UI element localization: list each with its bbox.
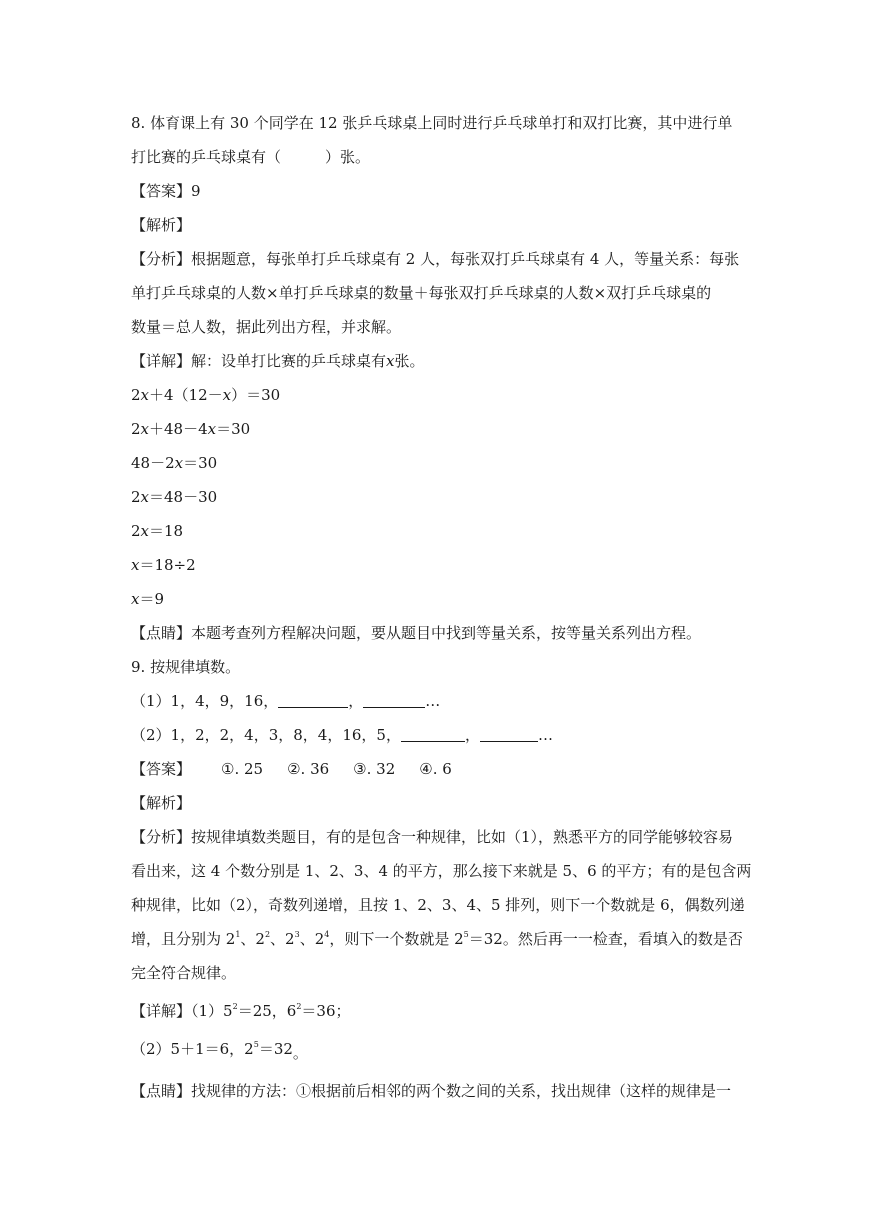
equation-line xyxy=(131,521,183,541)
variable-x: x xyxy=(140,488,150,506)
q8-dianjing: 【点睛】本题考查列方程解决问题，要从题目中找到等量关系，按等量关系列出方程。 xyxy=(131,624,702,642)
q9-analysis-line1: 【分析】按规律填数类题目，有的是包含一种规律，比如（1），熟悉平方的同学能够较容易 xyxy=(131,828,734,846)
q8-answer: 【答案】9 xyxy=(131,182,201,200)
q9-sub2-text: （2）1，2，2，4，3，8，4，16，5， xyxy=(131,726,401,744)
equation-line xyxy=(131,589,164,609)
equation-line xyxy=(131,419,250,439)
q8-question-line2 xyxy=(131,147,370,167)
variable-x: x xyxy=(140,386,150,404)
q8-detail-text: 【详解】解：设单打比赛的乒乓球桌有 xyxy=(131,352,387,370)
text: ＝25，6 xyxy=(237,1002,297,1020)
text: 。 xyxy=(292,1044,308,1062)
eq-part: ＋4（12－ xyxy=(149,386,223,404)
q9-title: 9. 按规律填数。 xyxy=(131,658,241,676)
answer-item: ④. 6 xyxy=(419,760,452,778)
variable-x: x xyxy=(131,556,140,574)
exponent: 4 xyxy=(324,930,330,939)
eq-part: 2 xyxy=(131,522,141,540)
q8-question-line1: 8. 体育课上有 30 个同学在 12 张乒乓球桌上同时进行乒乓球单打和双打比赛，其中进行单 xyxy=(131,114,733,132)
q9-sub2-sep: ， xyxy=(464,726,480,744)
equation-line xyxy=(131,487,217,507)
text: 、2 xyxy=(299,930,325,948)
eq-part: 2 xyxy=(131,420,141,438)
text: 、2 xyxy=(240,930,265,948)
eq-part: 48－2 xyxy=(131,454,175,472)
fill-blank xyxy=(278,693,348,708)
exponent: 1 xyxy=(235,930,241,939)
text: 、2 xyxy=(270,930,295,948)
eq-part: ＋48－4 xyxy=(149,420,208,438)
variable-x: x xyxy=(140,522,150,540)
exponent: 2 xyxy=(232,1002,238,1011)
q8-question-text: 打比赛的乒乓球桌有（ xyxy=(131,148,282,166)
eq-part: ＝18 xyxy=(149,522,184,540)
eq-part: 2 xyxy=(131,488,141,506)
q8-detail-end: 张。 xyxy=(394,352,425,370)
equation-line xyxy=(131,555,196,575)
q9-sub1-end: … xyxy=(425,692,441,710)
text: 【详解】（1）5 xyxy=(131,1002,233,1020)
q8-analysis-line3: 数量＝总人数，据此列出方程，并求解。 xyxy=(131,318,402,336)
text: ，则下一个数就是 2 xyxy=(329,930,464,948)
answer-item: ①. 25 xyxy=(221,760,264,778)
eq-part: ＝30 xyxy=(183,454,218,472)
variable-x: x xyxy=(140,420,150,438)
q9-analysis-line3: 种规律，比如（2），奇数列递增，且按 1、2、3、4、5 排列，则下一个数就是 6，偶数列递 xyxy=(131,896,745,914)
eq-part: 2 xyxy=(131,386,141,404)
variable-x: x xyxy=(207,420,217,438)
fill-blank xyxy=(480,727,538,742)
eq-part: ＝18÷2 xyxy=(139,556,196,574)
q8-question-end: ）张。 xyxy=(325,148,371,166)
exponent: 2 xyxy=(296,1002,302,1011)
answer-item: ②. 36 xyxy=(287,760,330,778)
q9-sub2 xyxy=(131,725,553,745)
variable-x: x xyxy=(174,454,184,472)
eq-part: ＝48－30 xyxy=(149,488,218,506)
equation-line xyxy=(131,385,280,405)
fill-blank xyxy=(401,727,465,742)
q9-analysis-line4 xyxy=(131,929,743,949)
q9-sub1-sep: ， xyxy=(348,692,364,710)
text: （2）5＋1＝6，2 xyxy=(131,1040,254,1058)
exponent: 2 xyxy=(264,930,271,939)
q9-detail-1 xyxy=(131,1001,351,1021)
q8-analysis-line2: 单打乒乓球桌的人数×单打乒乓球桌的数量＋每张双打乒乓球桌的人数×双打乒乓球桌的 xyxy=(131,284,712,302)
eq-part: ＝9 xyxy=(139,590,165,608)
q9-answer xyxy=(131,759,476,779)
q9-analysis-line5: 完全符合规律。 xyxy=(131,964,237,982)
q9-detail-2 xyxy=(131,1039,308,1062)
variable-x: x xyxy=(131,590,140,608)
q9-sub2-end: … xyxy=(538,726,553,744)
q9-answer-label: 【答案】 xyxy=(131,760,192,778)
q8-detail-intro xyxy=(131,351,425,371)
fill-blank xyxy=(363,693,425,708)
q8-analysis-line1: 【分析】根据题意，每张单打乒乓球桌有 2 人，每张双打乒乓球桌有 4 人，等量关系：每张 xyxy=(131,250,740,268)
variable-x: x xyxy=(386,352,395,370)
answer-item: ③. 32 xyxy=(353,760,396,778)
variable-x: x xyxy=(222,386,232,404)
exponent: 5 xyxy=(463,930,469,939)
q9-analysis-line2: 看出来，这 4 个数分别是 1、2、3、4 的平方，那么接下来就是 5、6 的平方；有的是包含两 xyxy=(131,862,752,880)
q9-dianjing: 【点睛】找规律的方法：①根据前后相邻的两个数之间的关系，找出规律（这样的规律是一 xyxy=(131,1082,732,1100)
text: ＝32。然后再一一检查，看填入的数是否 xyxy=(468,930,743,948)
q9-sub1-text: （1）1，4，9，16， xyxy=(131,692,279,710)
text: ＝36； xyxy=(301,1002,351,1020)
text: ＝32 xyxy=(258,1040,293,1058)
eq-part: ）＝30 xyxy=(231,386,281,404)
exponent: 5 xyxy=(253,1040,259,1049)
q8-jiexi-label: 【解析】 xyxy=(131,216,192,234)
exponent: 3 xyxy=(294,930,300,939)
eq-part: ＝30 xyxy=(216,420,251,438)
text: 增，且分别为 2 xyxy=(131,930,236,948)
q9-jiexi-label: 【解析】 xyxy=(131,794,192,812)
q9-sub1 xyxy=(131,691,440,711)
equation-line xyxy=(131,453,217,473)
